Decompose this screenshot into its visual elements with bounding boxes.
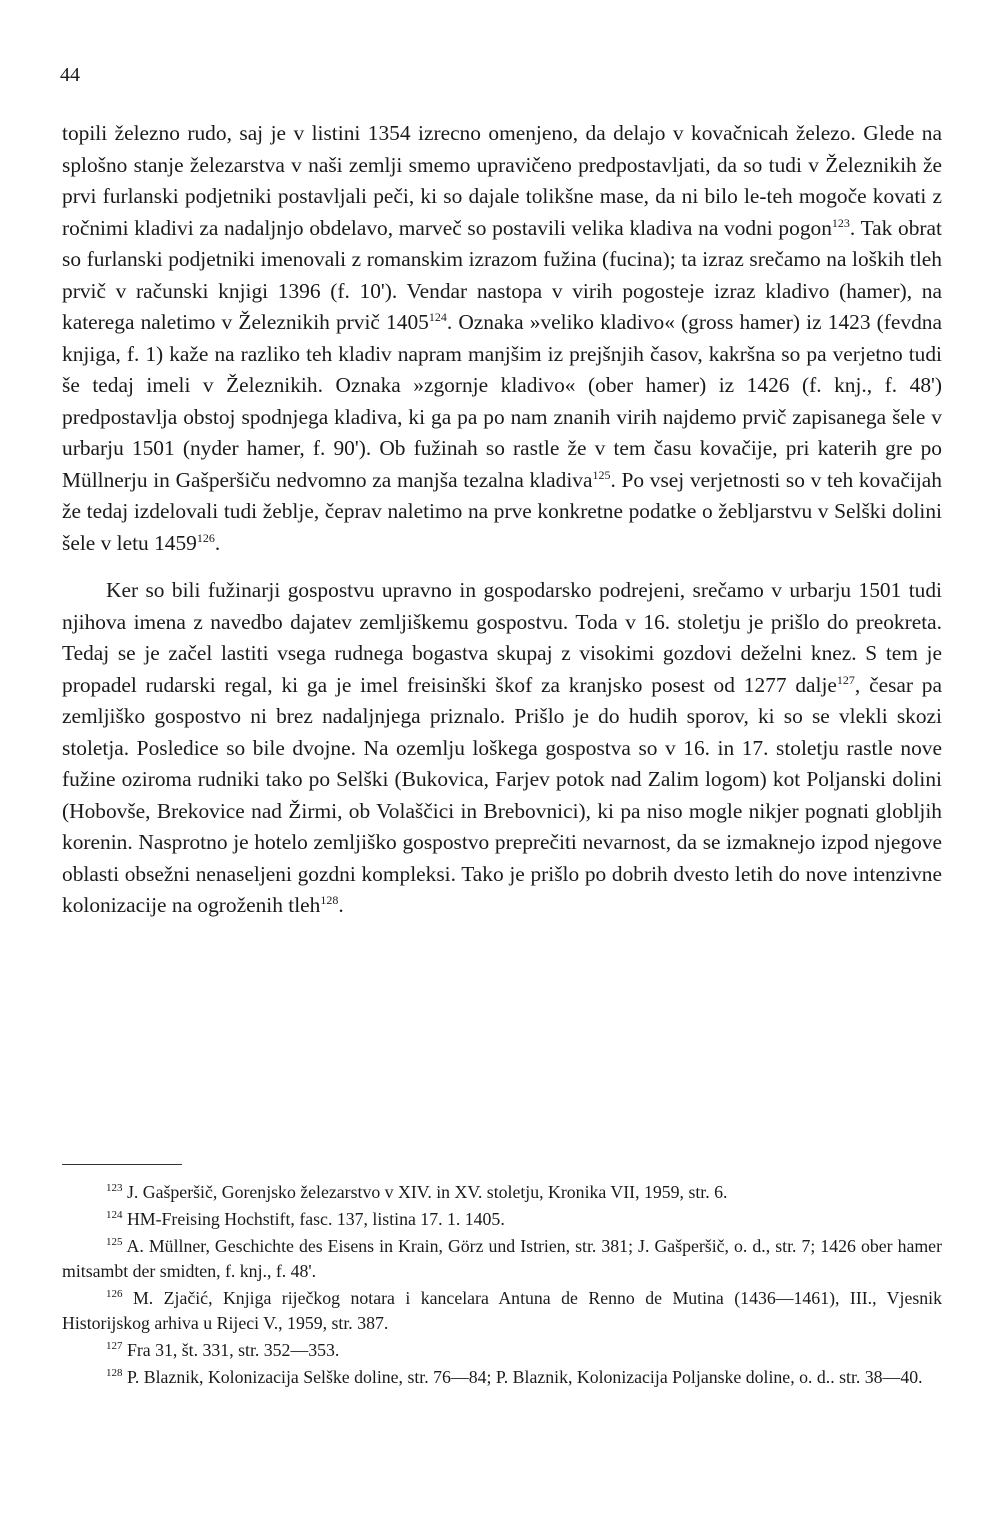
text-run: . Po vsej verjetnosti so v teh kovačijah že tedaj izdelovali tudi žeblje, čeprav naletimo na prve konkretne podatke o žebljarstvu v Selški dolini šele v letu 1459 (62, 467, 942, 555)
footnote-text: M. Zjačić, Knjiga riječkog notara i kancelara Antuna de Renno de Mutina (1436—1461), III., Vjesnik Historijskog arhiva u Rijeci V., 1959, str. 387. (62, 1288, 942, 1333)
footnote (62, 1286, 942, 1336)
footnote-text: A. Müllner, Geschichte des Eisens in Krain, Görz und Istrien, str. 381; J. Gašperšič, o. d., str. 7; 1426 ober hamer mitsambt der smidten, f. knj., f. 48'. (62, 1236, 942, 1281)
footnote (62, 1180, 942, 1205)
text-run: . Tak obrat so furlanski podjetniki imenovali z romanskim izrazom fužina (fucina); ta izraz srečamo na loških tleh prvič v računski knjigi 1396 (f. 10'). Vendar nastopa v virih pogosteje izraz kladivo (hamer), na katerega naletimo v Železnikih prvič 1405 (62, 215, 942, 334)
page-number: 44 (60, 64, 80, 86)
footnote (62, 1365, 942, 1390)
text-run: Ker so bili fužinarji gospostvu upravno in gospodarsko podrejeni, srečamo v urbarju 1501 tudi njihova imena z navedbo dajatev zemljiškemu gospostvu. Toda v 16. stoletju je prišlo do preokreta. Tedaj se je začel lastiti vsega rudnega bogastva skupaj z visokimi gozdovi deželni knez. S tem je propadel rudarski regal, ki ga je imel freisinški škof za kranjsko posest od 1277 dalje (62, 578, 942, 697)
paragraph (62, 118, 942, 559)
footnote-reference: 124 (428, 309, 447, 324)
text-run: . (214, 530, 221, 555)
footnotes (62, 1180, 942, 1392)
footnote-divider (62, 1164, 182, 1165)
footnote-number: 128 (106, 1367, 123, 1380)
text-run: . Oznaka »veliko kladivo« (gross hamer) iz 1423 (fevdna knjiga, f. 1) kaže na razliko teh kladiv napram manjšim iz prejšnjih časov, kakršna so pa verjetno tudi še tedaj imeli v Železnikih. Oznaka »zgornje kladivo« (ober hamer) iz 1426 (f. knj., f. 48') predpostavlja obstoj spodnjega kladiva, ki ga pa po nam znanih virih najdemo prvič zapisanega šele v urbarju 1501 (nyder hamer, f. 90'). Ob fužinah so rastle že v tem času kovačije, pri katerih gre po Müllnerju in Gašperšiču nedvomno za manjša tezalna kladiva (62, 310, 942, 492)
text-run: . (338, 893, 344, 917)
footnote (62, 1207, 942, 1232)
text-run: , česar pa zemljiško gospostvo ni brez nadaljnjega priznalo. Prišlo je do hudih sporov, ki so se vlekli skozi stoletja. Posledice so bile dvojne. Na ozemlju loškega gospostva so v 16. in 17. stoletju rastle nove fužine oziroma rudniki tako po Selški (Bukovica, Farjev potok nad Zalim logom) kot Poljanski dolini (Hobovše, Brekovice nad Žirmi, ob Volaščici in Brebovnici), ki pa niso mogle nikjer pognati globljih korenin. Nasprotno je hotelo zemljiško gospostvo preprečiti nevarnost, da se izmaknejo izpod njegove oblasti obsežni nenaseljeni gozdni kompleksi. Tako je prišlo po dobrih dvesto letih do nove intenzivne kolonizacije na ogroženih tleh (62, 672, 943, 917)
footnote-number: 126 (106, 1288, 123, 1301)
footnote-reference: 128 (320, 892, 339, 907)
footnote-text: HM-Freising Hochstift, fasc. 137, listina 17. 1. 1405. (122, 1209, 505, 1229)
footnote-reference: 126 (196, 530, 215, 545)
paragraph (62, 575, 942, 922)
footnote-text: Fra 31, št. 331, str. 352—353. (122, 1340, 340, 1360)
footnote-number: 125 (106, 1236, 123, 1249)
footnote-reference: 123 (831, 215, 850, 230)
footnote-text: J. Gašperšič, Gorenjsko železarstvo v XIV. in XV. stoletju, Kronika VII, 1959, str. 6. (122, 1182, 728, 1202)
footnote (62, 1338, 942, 1363)
footnote-text: P. Blaznik, Kolonizacija Selške doline, str. 76—84; P. Blaznik, Kolonizacija Poljanske doline, o. d.. str. 38—40. (122, 1367, 923, 1387)
footnote-number: 124 (106, 1209, 123, 1222)
footnote-number: 123 (106, 1182, 123, 1195)
footnote-number: 127 (106, 1340, 123, 1353)
footnote-reference: 127 (836, 672, 855, 687)
text-run: topili železno rudo, saj je v listini 1354 izrecno omenjeno, da delajo v kovačnicah železo. Glede na splošno stanje železarstva v naši zemlji smemo upravičeno predpostavljati, da so tudi v Železnikih že prvi furlanski podjetniki postavljali peči, ki so dajale tolikšne mase, da ni bilo le-teh mogoče kovati z ročnimi kladivi za nadaljnjo obdelavo, marveč so postavili velika kladiva na vodni pogon (62, 121, 942, 240)
footnote (62, 1234, 942, 1284)
footnote-reference: 125 (592, 467, 611, 482)
main-text (62, 118, 942, 922)
